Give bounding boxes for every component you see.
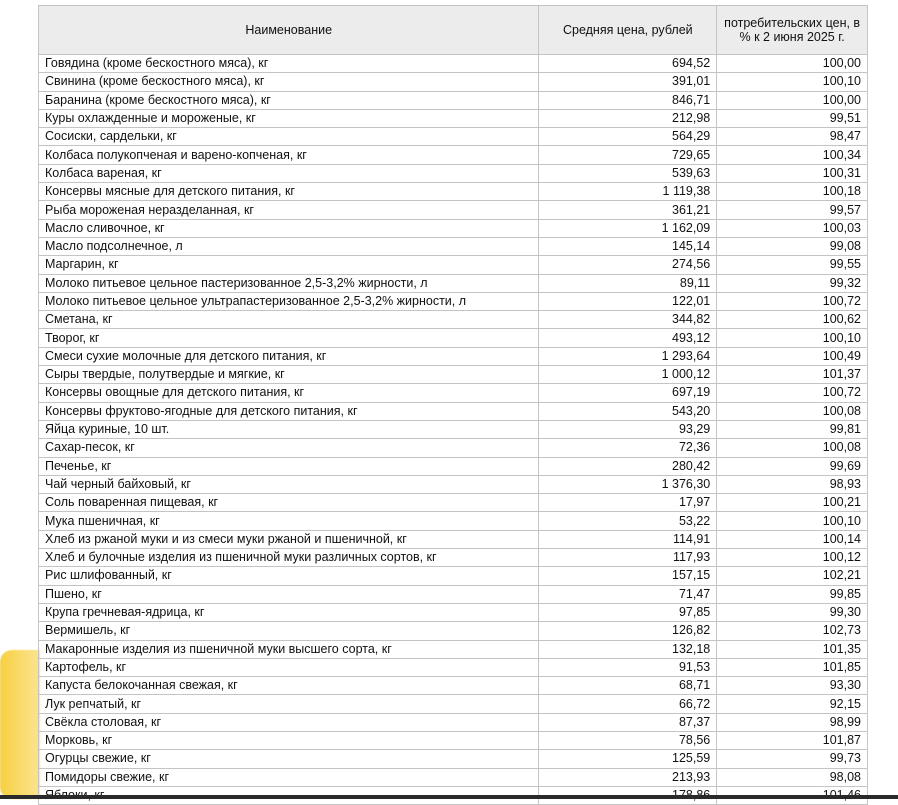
table-row bbox=[39, 439, 868, 457]
cell-index: 100,14 bbox=[717, 530, 868, 548]
cell-price: 213,93 bbox=[539, 768, 717, 786]
table-row bbox=[39, 549, 868, 567]
cell-name: Колбаса вареная, кг bbox=[39, 164, 539, 182]
table-row bbox=[39, 494, 868, 512]
cell-index: 99,69 bbox=[717, 457, 868, 475]
cell-name: Говядина (кроме бескостного мяса), кг bbox=[39, 55, 539, 73]
table-row bbox=[39, 622, 868, 640]
table-row bbox=[39, 347, 868, 365]
header-price: Средняя цена, рублей bbox=[539, 6, 717, 55]
cell-name: Печенье, кг bbox=[39, 457, 539, 475]
cell-name: Чай черный байховый, кг bbox=[39, 475, 539, 493]
cell-index: 100,18 bbox=[717, 183, 868, 201]
table-row bbox=[39, 695, 868, 713]
cell-index: 100,21 bbox=[717, 494, 868, 512]
cell-price: 344,82 bbox=[539, 311, 717, 329]
cell-index: 98,93 bbox=[717, 475, 868, 493]
cell-index: 98,47 bbox=[717, 128, 868, 146]
cell-index: 102,73 bbox=[717, 622, 868, 640]
table-row bbox=[39, 585, 868, 603]
cell-price: 493,12 bbox=[539, 329, 717, 347]
table-row bbox=[39, 402, 868, 420]
cell-index: 99,30 bbox=[717, 603, 868, 621]
cell-price: 53,22 bbox=[539, 512, 717, 530]
table-row bbox=[39, 457, 868, 475]
cell-index: 100,12 bbox=[717, 549, 868, 567]
table-row bbox=[39, 311, 868, 329]
cell-price: 117,93 bbox=[539, 549, 717, 567]
cell-name: Капуста белокочанная свежая, кг bbox=[39, 677, 539, 695]
header-name: Наименование bbox=[39, 6, 539, 55]
table-row bbox=[39, 677, 868, 695]
cell-index: 100,08 bbox=[717, 439, 868, 457]
table-row bbox=[39, 384, 868, 402]
cell-index: 100,62 bbox=[717, 311, 868, 329]
cell-name: Баранина (кроме бескостного мяса), кг bbox=[39, 91, 539, 109]
cell-price: 93,29 bbox=[539, 420, 717, 438]
cell-price: 17,97 bbox=[539, 494, 717, 512]
table-row bbox=[39, 164, 868, 182]
cell-name: Сосиски, сардельки, кг bbox=[39, 128, 539, 146]
cell-index: 100,00 bbox=[717, 55, 868, 73]
cell-price: 89,11 bbox=[539, 274, 717, 292]
cell-price: 1 000,12 bbox=[539, 366, 717, 384]
cell-index: 99,55 bbox=[717, 256, 868, 274]
cell-price: 564,29 bbox=[539, 128, 717, 146]
cell-price: 132,18 bbox=[539, 640, 717, 658]
cell-price: 122,01 bbox=[539, 292, 717, 310]
cell-name: Яйца куриные, 10 шт. bbox=[39, 420, 539, 438]
cell-name: Масло сливочное, кг bbox=[39, 219, 539, 237]
cell-index: 100,03 bbox=[717, 219, 868, 237]
cell-price: 361,21 bbox=[539, 201, 717, 219]
cell-index: 100,10 bbox=[717, 512, 868, 530]
cell-name: Консервы фруктово-ягодные для детского питания, кг bbox=[39, 402, 539, 420]
cell-name: Масло подсолнечное, л bbox=[39, 237, 539, 255]
cell-name: Творог, кг bbox=[39, 329, 539, 347]
cell-name: Свёкла столовая, кг bbox=[39, 713, 539, 731]
cell-index: 99,81 bbox=[717, 420, 868, 438]
cell-name: Куры охлажденные и мороженые, кг bbox=[39, 109, 539, 127]
cell-name: Консервы мясные для детского питания, кг bbox=[39, 183, 539, 201]
cell-name: Мука пшеничная, кг bbox=[39, 512, 539, 530]
cell-index: 100,72 bbox=[717, 292, 868, 310]
cell-index: 100,10 bbox=[717, 73, 868, 91]
table-row bbox=[39, 475, 868, 493]
table-row bbox=[39, 274, 868, 292]
cell-name: Молоко питьевое цельное ультрапастеризованное 2,5-3,2% жирности, л bbox=[39, 292, 539, 310]
cell-name: Соль поваренная пищевая, кг bbox=[39, 494, 539, 512]
cell-price: 66,72 bbox=[539, 695, 717, 713]
table-row bbox=[39, 109, 868, 127]
cell-name: Смеси сухие молочные для детского питания, кг bbox=[39, 347, 539, 365]
table-row bbox=[39, 55, 868, 73]
cell-name: Помидоры свежие, кг bbox=[39, 768, 539, 786]
cell-index: 98,08 bbox=[717, 768, 868, 786]
table-row bbox=[39, 750, 868, 768]
cell-price: 78,56 bbox=[539, 731, 717, 749]
cell-index: 100,72 bbox=[717, 384, 868, 402]
cell-name: Вермишель, кг bbox=[39, 622, 539, 640]
cell-price: 157,15 bbox=[539, 567, 717, 585]
table-row bbox=[39, 713, 868, 731]
cell-index: 101,35 bbox=[717, 640, 868, 658]
cell-index: 101,87 bbox=[717, 731, 868, 749]
cell-index: 101,85 bbox=[717, 658, 868, 676]
table-row bbox=[39, 329, 868, 347]
cell-price: 72,36 bbox=[539, 439, 717, 457]
cell-name: Хлеб и булочные изделия из пшеничной муки различных сортов, кг bbox=[39, 549, 539, 567]
table-row bbox=[39, 731, 868, 749]
price-table-container bbox=[38, 5, 868, 805]
cell-price: 697,19 bbox=[539, 384, 717, 402]
cell-name: Рыба мороженая неразделанная, кг bbox=[39, 201, 539, 219]
cell-price: 114,91 bbox=[539, 530, 717, 548]
table-header bbox=[39, 6, 868, 55]
cell-name: Маргарин, кг bbox=[39, 256, 539, 274]
table-row bbox=[39, 640, 868, 658]
cell-price: 1 376,30 bbox=[539, 475, 717, 493]
cell-price: 1 162,09 bbox=[539, 219, 717, 237]
cell-price: 97,85 bbox=[539, 603, 717, 621]
table-row bbox=[39, 91, 868, 109]
cell-name: Картофель, кг bbox=[39, 658, 539, 676]
cell-name: Сметана, кг bbox=[39, 311, 539, 329]
cell-name: Хлеб из ржаной муки и из смеси муки ржаной и пшеничной, кг bbox=[39, 530, 539, 548]
table-row bbox=[39, 183, 868, 201]
cell-price: 87,37 bbox=[539, 713, 717, 731]
cell-name: Макаронные изделия из пшеничной муки высшего сорта, кг bbox=[39, 640, 539, 658]
table-body bbox=[39, 55, 868, 805]
cell-name: Сыры твердые, полутвердые и мягкие, кг bbox=[39, 366, 539, 384]
bottom-edge-bar bbox=[0, 795, 898, 799]
cell-price: 280,42 bbox=[539, 457, 717, 475]
cell-index: 100,49 bbox=[717, 347, 868, 365]
cell-name: Колбаса полукопченая и варено-копченая, кг bbox=[39, 146, 539, 164]
table-row bbox=[39, 567, 868, 585]
cell-index: 100,31 bbox=[717, 164, 868, 182]
cell-index: 99,85 bbox=[717, 585, 868, 603]
cell-name: Пшено, кг bbox=[39, 585, 539, 603]
cell-name: Рис шлифованный, кг bbox=[39, 567, 539, 585]
cell-index: 102,21 bbox=[717, 567, 868, 585]
cell-price: 274,56 bbox=[539, 256, 717, 274]
cell-name: Морковь, кг bbox=[39, 731, 539, 749]
table-row bbox=[39, 292, 868, 310]
table-row bbox=[39, 219, 868, 237]
cell-name: Консервы овощные для детского питания, кг bbox=[39, 384, 539, 402]
cell-index: 99,73 bbox=[717, 750, 868, 768]
cell-price: 694,52 bbox=[539, 55, 717, 73]
cell-price: 539,63 bbox=[539, 164, 717, 182]
table-row bbox=[39, 237, 868, 255]
table-row bbox=[39, 256, 868, 274]
cell-index: 100,00 bbox=[717, 91, 868, 109]
cell-name: Крупа гречневая-ядрица, кг bbox=[39, 603, 539, 621]
cell-price: 145,14 bbox=[539, 237, 717, 255]
table-row bbox=[39, 128, 868, 146]
cell-price: 126,82 bbox=[539, 622, 717, 640]
cell-price: 212,98 bbox=[539, 109, 717, 127]
cell-price: 71,47 bbox=[539, 585, 717, 603]
cell-index: 100,08 bbox=[717, 402, 868, 420]
cell-index: 101,37 bbox=[717, 366, 868, 384]
cell-name: Свинина (кроме бескостного мяса), кг bbox=[39, 73, 539, 91]
cell-index: 98,99 bbox=[717, 713, 868, 731]
cell-price: 391,01 bbox=[539, 73, 717, 91]
cell-name: Лук репчатый, кг bbox=[39, 695, 539, 713]
cell-name: Молоко питьевое цельное пастеризованное 2,5-3,2% жирности, л bbox=[39, 274, 539, 292]
cell-index: 92,15 bbox=[717, 695, 868, 713]
cell-index: 99,51 bbox=[717, 109, 868, 127]
cell-price: 1 119,38 bbox=[539, 183, 717, 201]
cell-index: 100,10 bbox=[717, 329, 868, 347]
table-row bbox=[39, 146, 868, 164]
table-row bbox=[39, 73, 868, 91]
header-index: потребительских цен, в % к 2 июня 2025 г. bbox=[717, 6, 868, 55]
cell-price: 846,71 bbox=[539, 91, 717, 109]
cell-index: 100,34 bbox=[717, 146, 868, 164]
table-row bbox=[39, 366, 868, 384]
cell-name: Огурцы свежие, кг bbox=[39, 750, 539, 768]
cell-price: 125,59 bbox=[539, 750, 717, 768]
table-row bbox=[39, 201, 868, 219]
cell-index: 93,30 bbox=[717, 677, 868, 695]
table-row bbox=[39, 658, 868, 676]
table-row bbox=[39, 768, 868, 786]
table-row bbox=[39, 603, 868, 621]
cell-price: 543,20 bbox=[539, 402, 717, 420]
price-table bbox=[38, 5, 868, 805]
cell-index: 99,32 bbox=[717, 274, 868, 292]
cell-price: 68,71 bbox=[539, 677, 717, 695]
header-row bbox=[39, 6, 868, 55]
cell-price: 729,65 bbox=[539, 146, 717, 164]
cell-name: Сахар-песок, кг bbox=[39, 439, 539, 457]
cell-index: 99,08 bbox=[717, 237, 868, 255]
highlighter-mark bbox=[0, 650, 40, 799]
table-row bbox=[39, 420, 868, 438]
cell-price: 91,53 bbox=[539, 658, 717, 676]
cell-index: 99,57 bbox=[717, 201, 868, 219]
table-row bbox=[39, 530, 868, 548]
cell-price: 1 293,64 bbox=[539, 347, 717, 365]
table-row bbox=[39, 512, 868, 530]
